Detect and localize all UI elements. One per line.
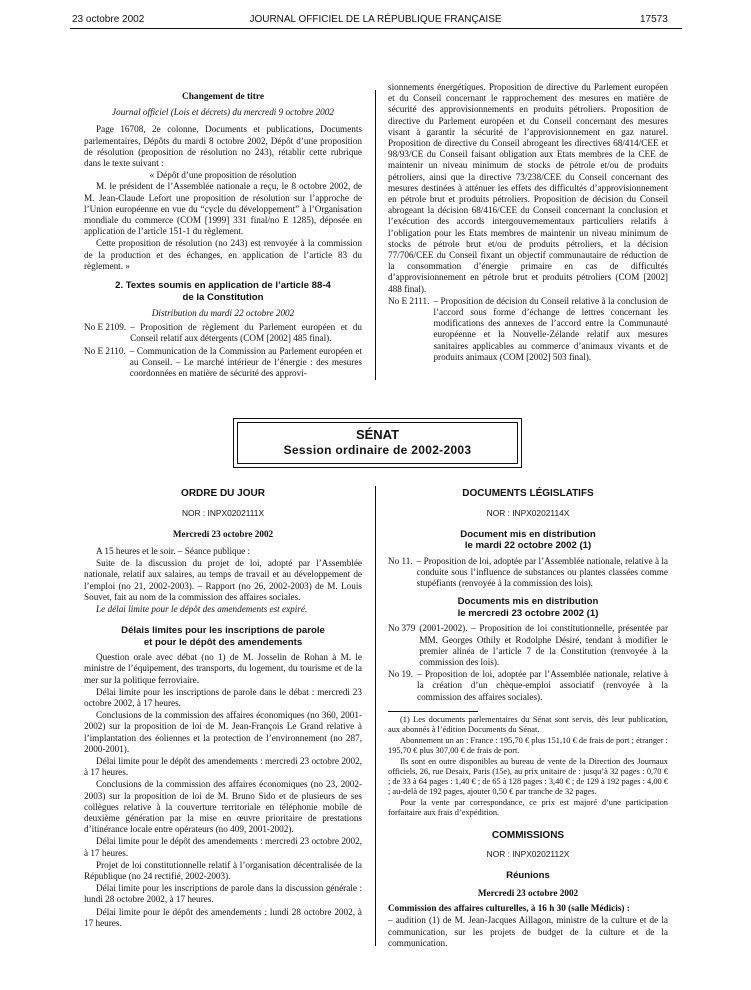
list-item <box>84 346 362 380</box>
header-rule <box>70 28 682 29</box>
section-title-line2: de la Constitution <box>182 291 264 303</box>
footnote: Abonnement un an : France : 195,70 € plus 151,10 € de frais de port ; étranger : 195,70 € plus 307,00 € de frais de port. <box>388 735 668 755</box>
paragraph: Délai limite pour les inscriptions de parole dans la discussion générale : lundi 28 octobre 2002, à 17 heures. <box>84 883 362 905</box>
item-number: No E 2110. <box>84 345 126 356</box>
list-item <box>388 556 668 590</box>
paragraph: Délai limite pour le dépôt des amendements : mercredi 23 octobre 2002, à 17 heures. <box>84 755 362 778</box>
paragraph: Conclusions de la commission des affaires économiques (no 23, 2002-2003) sur la proposition de loi de M. Bruno Sido et de plusieurs de ses collègues relative à la couverture territoriale en téléphonie mobile de deuxième génération par la mise en œuvre prioritaire de prestations d’itinérance locale entre opérateurs (no 409, 2001-2002). <box>84 779 362 835</box>
banner-title: SÉNAT <box>355 427 400 442</box>
change-ref: Journal officiel (Lois et décrets) du mercredi 9 octobre 2002 <box>112 107 334 118</box>
bottom-left-column <box>84 488 362 930</box>
column-divider <box>375 486 376 946</box>
section-heading: DOCUMENTS LÉGISLATIFS <box>462 488 594 499</box>
column-divider <box>375 90 376 380</box>
item-number: No E 2111. <box>388 295 430 306</box>
footnote: Pour la vente par correspondance, ce prix est majoré d’une participation forfaitaire aux frais d’expédition. <box>388 797 668 817</box>
footnote: (1) Les documents parlementaires du Sénat sont servis, dès leur publication, aux abonnés à l’édition Documents du Sénat. <box>388 714 668 734</box>
item-text: – Proposition de règlement du Parlement européen et du Conseil relatif aux détergents (COM [2002] 485 final). <box>130 322 362 344</box>
date-heading: Mercredi 23 octobre 2002 <box>477 887 579 898</box>
list-item <box>388 669 668 703</box>
journal-title: JOURNAL OFFICIEL DE LA RÉPUBLIQUE FRANÇAISE <box>249 14 502 25</box>
distribution-title-line2: le mercredi 23 octobre 2002 (1) <box>457 607 599 619</box>
nor-code: NOR : INPX0202111X <box>181 507 265 518</box>
footnote-rule <box>388 711 478 712</box>
item-number: No E 2109. <box>84 322 127 333</box>
banner-subtitle: Session ordinaire de 2002-2003 <box>283 443 472 457</box>
paragraph: Cette proposition de résolution (no 243) est renvoyée à la commission de la production et des échanges, en application de l’article 83 du règlement. » <box>84 238 362 271</box>
change-title: Changement de titre <box>181 92 265 102</box>
delais-title-line1: Délais limites pour les inscriptions de parole <box>121 625 325 637</box>
paragraph: Suite de la discussion du projet de loi, adopté par l’Assemblée nationale, relatif aux salaires, au temps de travail et au développement de l’emploi (no 21, 2002-2003). – Rapport (no 26, 2002-2003) de M. Louis Souvet, fait au nom de la commission des affaires sociales. <box>84 558 362 602</box>
paragraph: Projet de loi constitutionnelle relatif à l’organisation décentralisée de la République (no 24 rectifié, 2002-2003). <box>84 859 362 881</box>
item-text: – Communication de la Commission au Parlement européen et au Conseil. – Le marché intérieur de l’énergie : des mesures coordonnées en matière de sécurité des approvi- <box>129 345 362 379</box>
list-item <box>388 296 668 363</box>
item-number: No 379 <box>388 623 416 634</box>
paragraph: A 15 heures et le soir. – Séance publique : <box>96 545 251 556</box>
paragraph: Délai limite pour le dépôt des amendements : mercredi 23 octobre 2002, à 17 heures. <box>84 836 362 858</box>
footnote: Ils sont en outre disponibles au bureau de vente de la Direction des Journaux officiels, 26, rue Desaix, Paris (15e), au prix unitaire de : jusqu’à 32 pages : 0,70 € ; de 33 à 64 pages : 1,40 € ; de 65 à 128 pages : 3,40 € ; de 129 à 192 pages : 4,00 € ; au-delà de 192 pages, ajouter 0,50 € par tranche de 32 pages. <box>388 756 668 796</box>
nor-code: NOR : INPX0202112X <box>486 849 570 860</box>
paragraph: Délai limite pour les inscriptions de parole dans le débat : mercredi 23 octobre 2002, à 17 heures. <box>84 686 362 708</box>
paragraph: Commission des affaires culturelles, à 16 h 30 (salle Médicis) : <box>388 903 630 914</box>
list-item <box>388 623 668 668</box>
item-number: No 11. <box>388 555 413 566</box>
item-text: (2001-2002). – Proposition de loi constitutionnelle, présentée par MM. Georges Othily et Rodolphe Désiré, tendant à modifier le premier alinéa de l’article 7 de la Constitution (renvoyée à la commission des lois). <box>419 623 668 667</box>
date-heading: Mercredi 23 octobre 2002 <box>172 528 274 539</box>
item-number: No 19. <box>388 669 414 680</box>
section-heading: COMMISSIONS <box>491 829 565 841</box>
paragraph: Le délai limite pour le dépôt des amendements est expiré. <box>96 603 308 614</box>
item-text: – Proposition de décision du Conseil relative à la conclusion de l’accord sous forme d’échange de lettres concernant les modifications des annexes de l’accord entre la Communauté européenne et la Nouvelle-Zélande relatif aux mesures sanitaires applicables au commerce d’animaux vivants et de produits animaux (COM [2002] 503 final). <box>433 295 668 362</box>
distribution-title-line1: Document mis en distribution <box>460 528 596 540</box>
senat-banner <box>233 418 522 468</box>
section-heading: ORDRE DU JOUR <box>181 488 265 499</box>
item-text: – Proposition de loi, adoptée par l’Assemblée nationale, relative à la conduite sous l’influence de substances ou plantes classées comme stupéfiants (renvoyée à la commission des lois). <box>416 555 668 589</box>
section-title-line1: 2. Textes soumis en application de l’article 88-4 <box>115 280 331 292</box>
header-date: 23 octobre 2002 <box>72 14 145 25</box>
distribution-date: Distribution du mardi 22 octobre 2002 <box>151 308 295 319</box>
paragraph: – audition (1) de M. Jean-Jacques Aillagon, ministre de la culture et de la communication, sur les projets de budget de la culture et de la communication. <box>388 915 668 948</box>
paragraph: sionnements énergétiques. Proposition de directive du Parlement européen et du Conseil concernant le rapprochement des mesures en matière de sécurité des approvisionnements en produits pétroliers. Proposition de directive du Parlement européen et du Conseil concernant des mesures visant à garantir la sécurité de l’approvisionnement en gaz naturel. Proposition de directive du Conseil abrogeant les directives 68/414/CEE et 98/93/CE du Conseil faisant obligation aux Etats membres de la CEE de maintenir un niveau minimum de stocks de pétrole et/ou de produits pétroliers, ainsi que la directive 73/238/CEE du Conseil concernant des mesures destinées à atténuer les effets des difficultés d’approvisionnement en pétrole brut et produits pétroliers. Proposition de décision du Conseil abrogeant la décision 68/416/CEE du Conseil concernant la conclusion et l’exécution des accords intergouvernementaux particuliers relatifs à l’obligation pour les Etats membres de maintenir un niveau minimum de stocks de pétrole brut et/ou de produits pétroliers, et la décision 77/706/CEE du Conseil fixant un objectif communautaire de réduction de la consommation d’énergie primaire en cas de difficultés d’approvisionnement en pétrole brut et produits pétroliers (COM [2002] 488 final). <box>388 82 668 294</box>
top-right-column <box>388 82 668 364</box>
paragraph: Délai limite pour le dépôt des amendements : lundi 28 octobre 2002, à 17 heures. <box>84 906 362 928</box>
paragraph: M. le président de l’Assemblée nationale a reçu, le 8 octobre 2002, de M. Jean-Claude Lefort une proposition de résolution sur l’approche de l’Union européenne en vue du “cycle du développement” à l’Organisation mondiale du commerce (COM [1999] 331 final/no E 1285), déposée en application de l’article 151-1 du règlement. <box>84 181 362 237</box>
quote-title: « Dépôt d’une proposition de résolution <box>149 170 297 181</box>
top-left-column <box>84 92 362 380</box>
nor-code: NOR : INPX0202114X <box>486 507 570 518</box>
item-text: – Proposition de loi, adoptée par l’Assemblée nationale, relative à la création d’un chèque-emploi associatif (renvoyée à la commission des affaires sociales). <box>417 669 668 702</box>
list-item <box>84 322 362 344</box>
paragraph: Question orale avec débat (no 1) de M. Josselin de Rohan à M. le ministre de l’équipement, des transports, du logement, du tourisme et de la mer sur la politique ferroviaire. <box>84 652 362 685</box>
reunions-heading: Réunions <box>506 870 550 882</box>
bottom-right-column <box>388 488 668 950</box>
paragraph: Page 16708, 2e colonne, Documents et publications, Documents parlementaires, Dépôts du mardi 8 octobre 2002, Dépôt d’une proposition de résolution (proposition de résolution no 243), rétablir cette rubrique dans le texte suivant : <box>84 124 362 169</box>
distribution-title-line1: Documents mis en distribution <box>457 596 599 608</box>
delais-title-line2: et pour le dépôt des amendements <box>143 636 303 648</box>
paragraph: Conclusions de la commission des affaires économiques (no 360, 2001-2002) sur la proposition de loi de M. Jean-François Le Grand relative à l’implantation des éoliennes et la protection de l’environnement (no 287, 2000-2001). <box>84 710 362 754</box>
page-number: 17573 <box>640 14 668 25</box>
distribution-title-line2: le mardi 22 octobre 2002 (1) <box>464 540 592 552</box>
